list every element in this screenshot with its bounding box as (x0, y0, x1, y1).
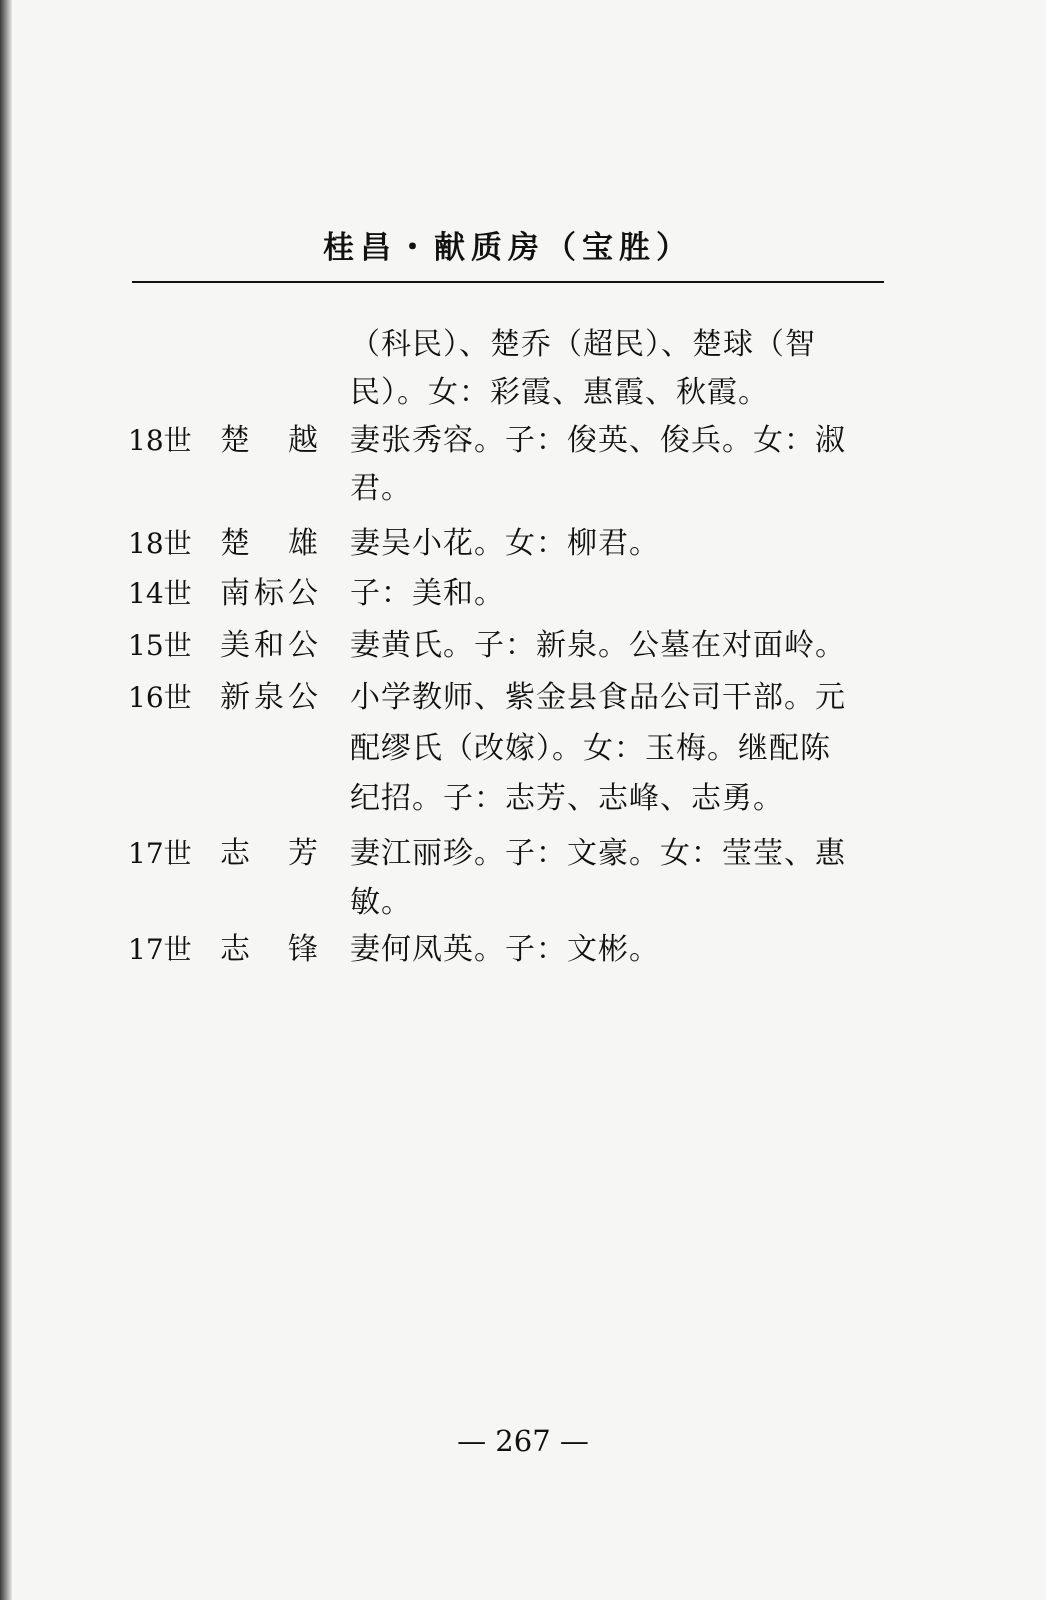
entry-text: 敏。 (350, 885, 412, 920)
entry-text: 妻黄氏。子：新泉。公墓在对面岭。 (350, 628, 846, 663)
entry-text: （科民）、楚乔（超民）、楚球（智 (350, 327, 816, 362)
person-name: 志芳 (220, 836, 318, 871)
entry-text: 纪招。子：志芳、志峰、志勇。 (350, 781, 784, 816)
person-name: 南标公 (220, 576, 318, 611)
person-name: 楚雄 (220, 526, 318, 561)
generation-label: 17世 (128, 837, 192, 870)
entry-text: 小学教师、紫金县食品公司干部。元 (350, 680, 846, 715)
entry-text: 妻何凤英。子：文彬。 (350, 932, 660, 967)
person-name: 志锋 (220, 932, 318, 967)
generation-label: 17世 (128, 933, 192, 966)
header-rule (132, 281, 884, 283)
entry-text: 妻吴小花。女：柳君。 (350, 526, 660, 561)
person-name: 美和公 (220, 628, 318, 663)
person-name: 新泉公 (220, 680, 318, 715)
person-name: 楚越 (220, 423, 318, 458)
running-header: 桂昌・献质房（宝胜） (323, 230, 693, 266)
scan-binding-shadow (0, 0, 12, 1600)
generation-label: 18世 (128, 527, 192, 560)
entry-text: 妻江丽珍。子：文豪。女：莹莹、惠 (350, 836, 846, 871)
generation-label: 16世 (128, 681, 192, 714)
page-number: — 267 — (457, 1424, 589, 1458)
entry-text: 配缪氏（改嫁）。女：玉梅。继配陈 (350, 731, 831, 766)
generation-label: 14世 (128, 577, 192, 610)
generation-label: 18世 (128, 424, 192, 457)
entry-text: 子：美和。 (350, 576, 505, 611)
entry-text: 君。 (350, 471, 412, 506)
entry-text: 民）。女：彩霞、惠霞、秋霞。 (350, 375, 769, 410)
generation-label: 15世 (128, 629, 192, 662)
entry-text: 妻张秀容。子：俊英、俊兵。女：淑 (350, 423, 846, 458)
